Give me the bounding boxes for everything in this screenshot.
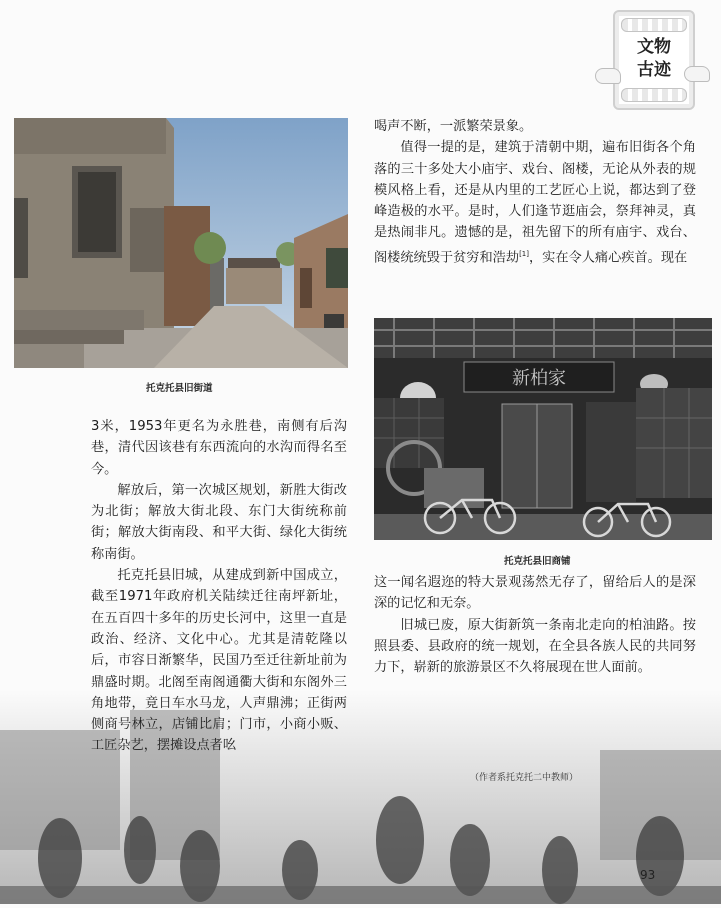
- cloud-ornament-left: [595, 68, 621, 84]
- photo-old-street: [14, 118, 348, 368]
- shop-sign-text: 新柏家: [512, 368, 566, 389]
- paragraph: 这一闻名遐迩的特大景观荡然无存了，留给后人的是深深的记忆和无奈。: [374, 575, 696, 612]
- section-badge: [613, 10, 695, 110]
- cloud-ornament-right: [684, 66, 710, 82]
- paragraph: 托克托县旧城，从建成到新中国成立，截至1971年政府机关陆续迁往南坪新址，在五百四十多年的历史长河中，这里一直是政治、经济、文化中心。尤其是清乾隆以后，市容日渐繁华，民国乃至迁往新址前为鼎盛时期。北阁至南阁通衢大街和东阁外三角地带，竟日车水马龙，人声鼎沸；正街两侧商号林立，店铺比肩；门市，小商小贩、工匠杂艺，摆摊设点者吆: [91, 568, 347, 754]
- photo2-caption: 托克托县旧商铺: [504, 556, 571, 567]
- right-column-top: [374, 116, 696, 268]
- author-note: （作者系托克托二中教师）: [470, 773, 579, 783]
- paragraph: 值得一提的是，建筑于清朝中期，遍布旧街各个角落的三十多处大小庙宇、戏台、阁楼，无论从外表的规模风格上看，还是从内里的工艺匠心上说，都达到了登峰造极的水平。是时，人们逢节逛庙会，祭拜神灵，真是热闹非凡。遗憾的是，祖先留下的所有庙宇、戏台、阁楼统统毁于贫穷和浩劫[1]，实在令人痛心疾首。现在: [374, 140, 696, 266]
- section-title: 文物 古迹: [637, 37, 671, 80]
- paragraph: 喝声不断，一派繁荣景象。: [374, 119, 533, 134]
- badge-ornament-top: [621, 18, 687, 32]
- paragraph: 3米，1953年更名为永胜巷，南侧有后沟巷，清代因该巷有东西流向的水沟而得名至今。: [91, 419, 347, 477]
- photo-old-shop: [374, 318, 712, 540]
- footnote-ref: [1]: [519, 249, 529, 258]
- badge-ornament-bottom: [621, 88, 687, 102]
- left-column: [91, 416, 347, 757]
- paragraph: 解放后，第一次城区规划，新胜大街改为北街；解放大街北段、东门大街统称前街；解放大街南段、和平大街、绿化大街统称南街。: [91, 482, 347, 562]
- right-column-bottom: [374, 572, 696, 678]
- paragraph: 旧城已废，原大街新筑一条南北走向的柏油路。按照县委、县政府的统一规划，在全县各族人民的共同努力下，崭新的旅游景区不久将展现在世人面前。: [374, 617, 696, 676]
- page-number: 93: [640, 868, 656, 882]
- photo1-caption: 托克托县旧街道: [146, 383, 213, 394]
